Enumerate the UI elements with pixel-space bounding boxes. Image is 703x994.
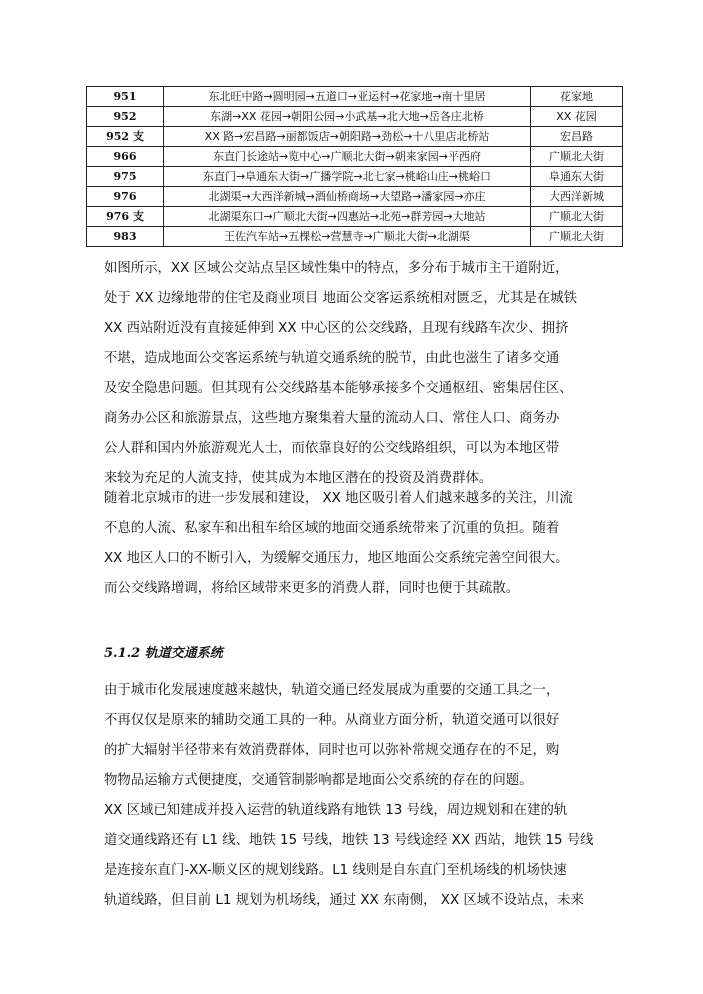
text-line: 的扩大辐射半径带来有效消费群体，同时也可以弥补常规交通存在的不足，购	[104, 743, 560, 758]
route-stops-cell: 北湖渠→大西洋新城→酒仙桥商场→大望路→潘家园→亦庄	[164, 187, 531, 207]
traffic-pressure-paragraph	[104, 484, 604, 604]
text-line: 商务办公区和旅游景点，这些地方聚集着大量的流动人口、常住人口、商务办	[104, 411, 560, 426]
route-terminal-cell: 宏昌路	[531, 127, 623, 147]
table-row	[87, 187, 623, 207]
text-line: 由于城市化发展速度越来越快，轨道交通已经发展成为重要的交通工具之一，	[104, 683, 560, 698]
route-number-cell: 975	[87, 167, 164, 187]
text-line: XX 西站附近没有直接延伸到 XX 中心区的公交线路，且现有线路车次少、拥挤	[104, 321, 569, 336]
table-row	[87, 147, 623, 167]
text-line: XX 地区人口的不断引入，为缓解交通压力，地区地面公交系统完善空间很大。	[104, 551, 569, 566]
table-row	[87, 107, 623, 127]
route-stops-cell: 北湖渠东口→广顺北大街→四惠站→北苑→群芳园→大地站	[164, 207, 531, 227]
route-number-cell: 983	[87, 227, 164, 247]
route-terminal-cell: 广顺北大街	[531, 207, 623, 227]
text-line: 是连接东直门-XX-顺义区的规划线路。L1 线则是自东直门至机场线的机场快速	[104, 863, 567, 878]
route-number-cell: 976	[87, 187, 164, 207]
route-number-cell: 952	[87, 107, 164, 127]
text-line: 物物品运输方式便捷度，交通管制影响都是地面公交系统的存在的问题。	[104, 773, 533, 788]
bus-routes-table	[86, 86, 623, 247]
route-stops-cell: 东湖→XX 花园→朝阳公园→小武基→北大地→岳各庄北桥	[164, 107, 531, 127]
route-stops-cell: 东直门长途站→览中心→广顺北大街→朝来家园→平西府	[164, 147, 531, 167]
text-line: 不息的人流、私家车和出租车给区域的地面交通系统带来了沉重的负担。随着	[104, 521, 560, 536]
rail-lines-paragraph	[104, 796, 604, 916]
route-terminal-cell: 花家地	[531, 87, 623, 107]
text-line: 道交通线路还有 L1 线、地铁 15 号线，地铁 13 号线途经 XX 西站，地铁 15 号线	[104, 833, 594, 848]
section-heading: 5.1.2 轨道交通系统	[104, 646, 223, 661]
route-stops-cell: XX 路→宏昌路→丽都饭店→朝阳路→劲松→十八里店北桥站	[164, 127, 531, 147]
text-line: 公人群和国内外旅游观光人士，而依靠良好的公交线路组织，可以为本地区带	[104, 441, 560, 456]
route-terminal-cell: 大西洋新城	[531, 187, 623, 207]
route-number-cell: 951	[87, 87, 164, 107]
route-stops-cell: 王佐汽车站→五棵松→营慧寺→广顺北大街→北湖渠	[164, 227, 531, 247]
text-line: 而公交线路增调，将给区域带来更多的消费人群，同时也便于其疏散。	[104, 581, 520, 596]
table-row	[87, 227, 623, 247]
text-line: 处于 XX 边缘地带的住宅及商业项目 地面公交客运系统相对匮乏，尤其是在城铁	[104, 291, 578, 306]
text-line: 如图所示，XX 区域公交站点呈区域性集中的特点，多分布于城市主干道附近，	[104, 261, 569, 276]
rail-intro-paragraph	[104, 676, 604, 796]
route-stops-cell: 东直门→阜通东大街→广播学院→北七家→桃峪山庄→桃峪口	[164, 167, 531, 187]
text-line: 随着北京城市的进一步发展和建设， XX 地区吸引着人们越来越多的关注，川流	[104, 491, 573, 506]
text-line: 及安全隐患问题。但其现有公交线路基本能够承接多个交通枢纽、密集居住区、	[104, 381, 573, 396]
text-line: 不再仅仅是原来的辅助交通工具的一种。从商业方面分析，轨道交通可以很好	[104, 713, 560, 728]
route-number-cell: 952 支	[87, 127, 164, 147]
route-number-cell: 976 支	[87, 207, 164, 227]
route-terminal-cell: XX 花园	[531, 107, 623, 127]
bus-network-paragraph	[104, 254, 604, 494]
text-line: 不堪，造成地面公交客运系统与轨道交通系统的脱节，由此也滋生了诸多交通	[104, 351, 560, 366]
route-terminal-cell: 阜通东大街	[531, 167, 623, 187]
table-row	[87, 207, 623, 227]
text-line: XX 区域已知建成并投入运营的轨道线路有地铁 13 号线，周边规划和在建的轨	[104, 803, 568, 818]
route-stops-cell: 东北旺中路→圆明园→五道口→亚运村→花家地→南十里居	[164, 87, 531, 107]
route-terminal-cell: 广顺北大街	[531, 147, 623, 167]
table-row	[87, 87, 623, 107]
table-row	[87, 127, 623, 147]
text-line: 轨道线路，但目前 L1 规划为机场线，通过 XX 东南侧， XX 区域不设站点，未来	[104, 893, 584, 908]
table-row	[87, 167, 623, 187]
route-number-cell: 966	[87, 147, 164, 167]
route-terminal-cell: 广顺北大街	[531, 227, 623, 247]
text-line: 来较为充足的人流支持，使其成为本地区潜在的投资及消费群体。	[104, 471, 493, 486]
